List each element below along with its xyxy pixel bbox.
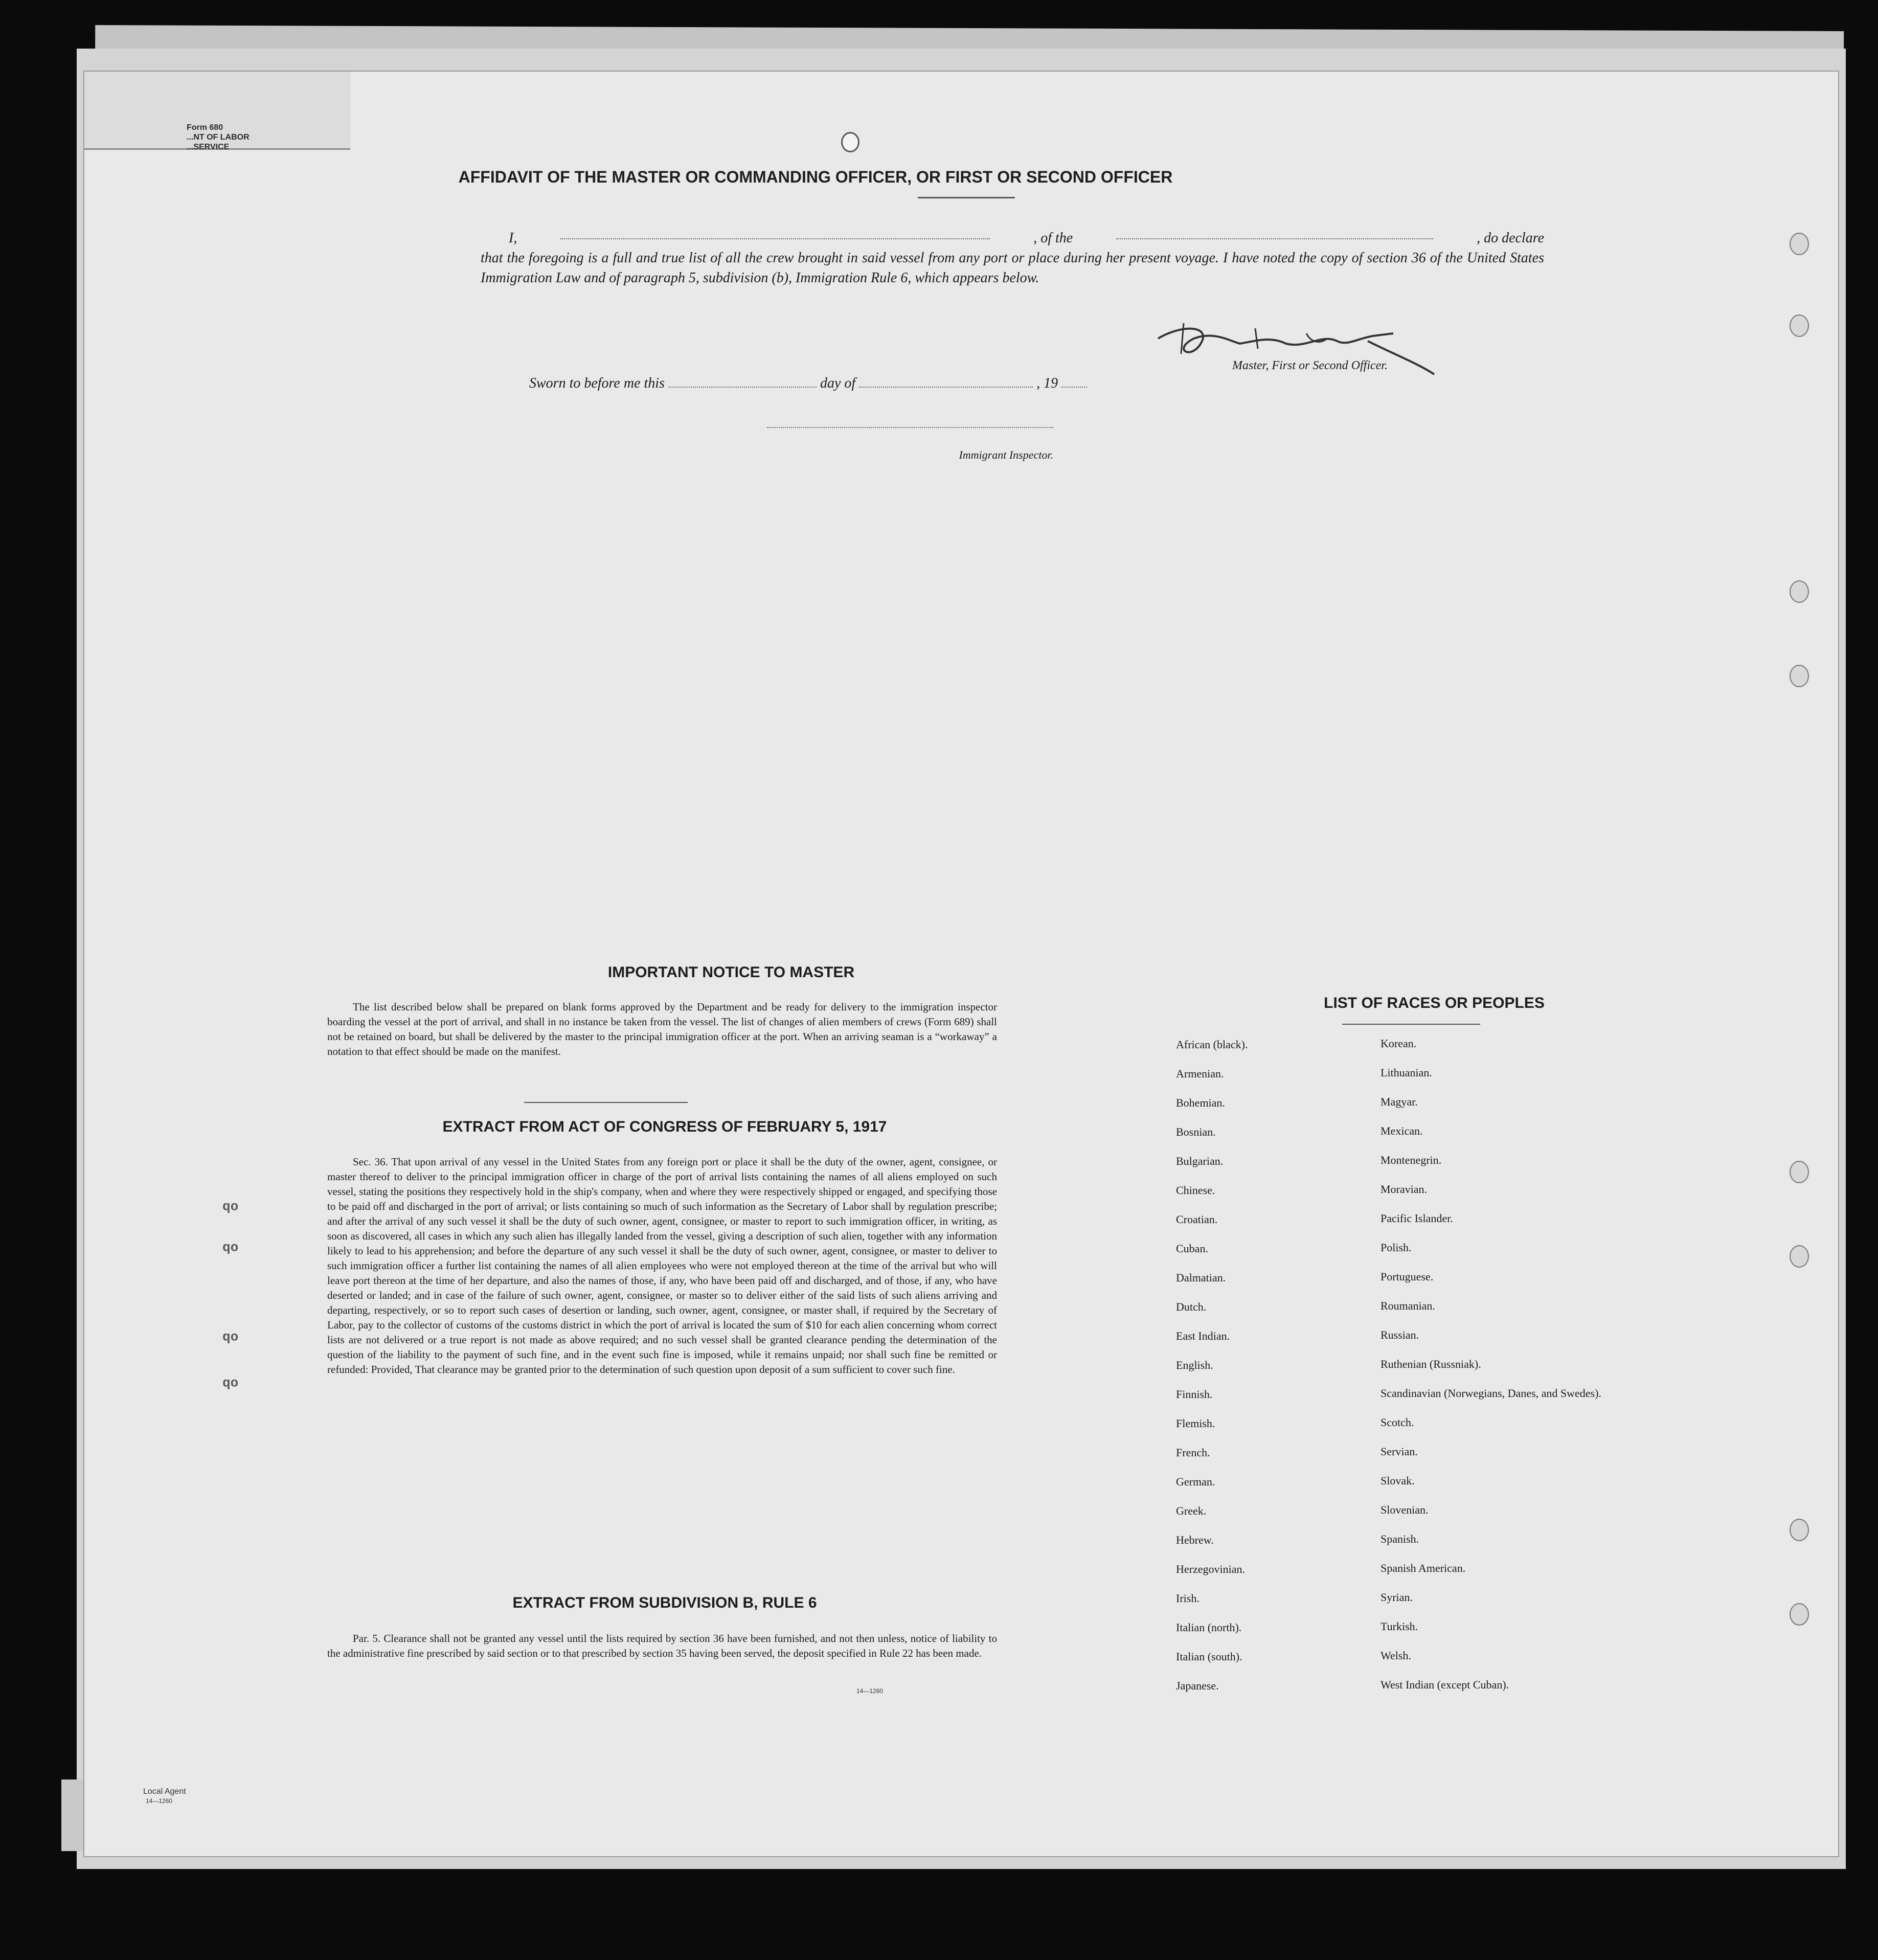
- punch-hole-icon: [1790, 1161, 1809, 1183]
- race-name-col2: Polish.: [1381, 1241, 1412, 1254]
- affidavit-title: AFFIDAVIT OF THE MASTER OR COMMANDING OFFICER, OR FIRST OR SECOND OFFICER: [458, 168, 1173, 186]
- race-name-col2: Roumanian.: [1381, 1299, 1435, 1312]
- race-name-col1: Herzegovinian.: [1176, 1563, 1245, 1575]
- race-row: [1176, 1359, 1692, 1388]
- extract-rule-code: 14—1260: [856, 1687, 884, 1695]
- i-label: I,: [509, 230, 517, 246]
- race-name-col2: Portuguese.: [1381, 1270, 1434, 1283]
- vessel-field-line: [1116, 228, 1433, 239]
- race-name-col2: Turkish.: [1381, 1620, 1418, 1633]
- sworn-line: [529, 375, 1087, 392]
- name-field-line: [560, 228, 990, 239]
- race-name-col1: English.: [1176, 1359, 1213, 1371]
- sworn-year-field: [1061, 376, 1087, 388]
- race-name-col1: French.: [1176, 1446, 1210, 1459]
- race-name-col2: Pacific Islander.: [1381, 1212, 1453, 1225]
- punch-hole-icon: [1790, 1519, 1809, 1541]
- affidavit-first-line: [481, 228, 1544, 248]
- bottom-stub-text: Local Agent: [143, 1787, 186, 1796]
- race-name-col1: German.: [1176, 1475, 1215, 1488]
- punch-hole-icon: [1790, 233, 1809, 255]
- race-name-col1: Greek.: [1176, 1504, 1207, 1517]
- race-row: [1176, 1155, 1692, 1184]
- race-name-col1: African (black).: [1176, 1038, 1248, 1051]
- race-name-col1: Dutch.: [1176, 1300, 1207, 1313]
- race-name-col2: Russian.: [1381, 1328, 1419, 1341]
- sworn-year-label: , 19: [1036, 375, 1058, 391]
- race-name-col1: East Indian.: [1176, 1330, 1230, 1342]
- punch-hole-icon: [1790, 1603, 1809, 1626]
- race-name-col2: Spanish American.: [1381, 1562, 1466, 1574]
- race-row: [1176, 1592, 1692, 1621]
- race-name-col1: Finnish.: [1176, 1388, 1213, 1401]
- race-name-col2: Korean.: [1381, 1037, 1417, 1050]
- punch-hole-icon: [1790, 665, 1809, 687]
- punch-hole-icon: [1790, 1245, 1809, 1268]
- race-name-col1: Flemish.: [1176, 1417, 1215, 1430]
- bleed-through-mark: do: [222, 1330, 239, 1345]
- bleed-through-mark: do: [222, 1376, 239, 1391]
- extract-rule-body: Par. 5. Clearance shall not be granted any vessel until the lists required by section 36 have been furnished, and not then unless, notice of liability to the administrative fine prescribed by said section or to that prescribed by section 35 having been served, the deposit specified in Rule 22 has been made.: [327, 1632, 997, 1659]
- form-number-line: Form 680: [187, 123, 223, 132]
- of-the-label: , of the: [1033, 230, 1073, 246]
- race-name-col2: Scandinavian (Norwegians, Danes, and Swedes).: [1381, 1387, 1601, 1400]
- form-number: [187, 123, 250, 152]
- affidavit-text: that the foregoing is a full and true list of all the crew brought in said vessel from any port or place during her present voyage. I have noted the copy of section 36 of the United States Immigration Law and of paragraph 5, subdivision (b), Immigration Rule 6, which appears below.: [481, 250, 1544, 286]
- race-name-col1: Chinese.: [1176, 1184, 1215, 1197]
- notice-rule: [524, 1102, 688, 1103]
- race-name-col1: Croatian.: [1176, 1213, 1218, 1226]
- race-name-col1: Bohemian.: [1176, 1096, 1225, 1109]
- race-row: [1176, 1650, 1692, 1679]
- race-row: [1176, 1417, 1692, 1446]
- bottom-stub-code: 14—1260: [146, 1797, 173, 1805]
- extract-rule-title: EXTRACT FROM SUBDIVISION B, RULE 6: [512, 1594, 817, 1611]
- race-row: [1176, 1213, 1692, 1242]
- race-name-col2: Magyar.: [1381, 1095, 1418, 1108]
- race-row: [1176, 1242, 1692, 1271]
- notice-title: IMPORTANT NOTICE TO MASTER: [607, 964, 855, 981]
- race-name-col2: Ruthenian (Russniak).: [1381, 1358, 1481, 1370]
- punch-hole-icon: [1790, 314, 1809, 337]
- races-title: LIST OF RACES OR PEOPLES: [1324, 995, 1545, 1011]
- race-name-col2: Moravian.: [1381, 1183, 1428, 1196]
- notice-body: The list described below shall be prepared on blank forms approved by the Department and be ready for delivery to the immigration inspector boarding the vessel at the port of arrival, and shall in no instance be taken from the vessel. The list of changes of alien members of crews (Form 689) shall not be retained on board, but shall be delivered by the master to the principal immigration officer at the port. When an arriving seaman is a “workaway” a notation to that effect should be made on the manifest.: [327, 1001, 997, 1057]
- race-name-col1: Armenian.: [1176, 1067, 1224, 1080]
- inspector-label: Immigrant Inspector.: [959, 448, 1053, 461]
- race-row: [1176, 1184, 1692, 1213]
- race-name-col1: Italian (north).: [1176, 1621, 1242, 1634]
- title-rule: [918, 197, 1015, 198]
- race-row: [1176, 1271, 1692, 1300]
- race-name-col1: Italian (south).: [1176, 1650, 1242, 1663]
- document-page: [84, 72, 1838, 1856]
- race-name-col1: Hebrew.: [1176, 1534, 1214, 1546]
- race-name-col2: Slovenian.: [1381, 1503, 1429, 1516]
- race-row: [1176, 1679, 1692, 1708]
- race-row: [1176, 1038, 1692, 1067]
- sworn-day-field: [668, 376, 817, 388]
- race-name-col1: Bulgarian.: [1176, 1155, 1224, 1167]
- race-row: [1176, 1621, 1692, 1650]
- race-row: [1176, 1388, 1692, 1417]
- bleed-through-mark: do: [222, 1199, 239, 1214]
- race-name-col2: Mexican.: [1381, 1124, 1423, 1137]
- race-name-col2: Lithuanian.: [1381, 1066, 1432, 1079]
- sworn-day-label: day of: [820, 375, 856, 391]
- form-dept-line: ...NT OF LABOR: [187, 133, 250, 142]
- race-name-col2: Spanish.: [1381, 1533, 1419, 1545]
- race-name-col2: Servian.: [1381, 1445, 1418, 1458]
- punch-hole-icon: [1790, 580, 1809, 603]
- extract-act-title: EXTRACT FROM ACT OF CONGRESS OF FEBRUARY 5, 1917: [442, 1118, 887, 1135]
- affidavit-body-block: [481, 228, 1544, 288]
- declare-label: , do declare: [1477, 230, 1544, 246]
- race-row: [1176, 1563, 1692, 1592]
- race-name-col2: Welsh.: [1381, 1649, 1411, 1662]
- bleed-through-mark: do: [222, 1240, 239, 1255]
- binder-hole-icon: [841, 132, 859, 152]
- sworn-prefix: Sworn to before me this: [529, 375, 665, 391]
- race-name-col2: Syrian.: [1381, 1591, 1413, 1604]
- race-row: [1176, 1300, 1692, 1330]
- inspector-signature-line: [767, 427, 1053, 428]
- race-name-col2: Slovak.: [1381, 1474, 1415, 1487]
- race-row: [1176, 1125, 1692, 1155]
- race-name-col2: Scotch.: [1381, 1416, 1414, 1429]
- race-name-col1: Japanese.: [1176, 1679, 1219, 1692]
- race-row: [1176, 1096, 1692, 1125]
- form-service-line: ...SERVICE: [187, 143, 230, 151]
- race-row: [1176, 1504, 1692, 1534]
- race-row: [1176, 1446, 1692, 1475]
- race-name-col2: West Indian (except Cuban).: [1381, 1678, 1509, 1691]
- race-name-col1: Dalmatian.: [1176, 1271, 1226, 1284]
- race-name-col2: Montenegrin.: [1381, 1154, 1442, 1166]
- race-name-col1: Bosnian.: [1176, 1125, 1216, 1138]
- race-row: [1176, 1475, 1692, 1504]
- signature-label: Master, First or Second Officer.: [1232, 359, 1388, 372]
- races-rule: [1342, 1024, 1480, 1025]
- race-row: [1176, 1067, 1692, 1096]
- race-name-col1: Irish.: [1176, 1592, 1200, 1605]
- extract-act-body: Sec. 36. That upon arrival of any vessel in the United States from any foreign port or place it shall be the duty of the owner, agent, consignee, or master thereof to deliver to the principal immigration officer in charge of the port of arrival lists containing the names of all aliens employed on such vessel, stating the positions they respectively hold in the ship's company, when and where they were respectively shipped or engaged, and specifying those to be paid off and discharged in the port of arrival; or lists containing so much of such information as the Secretary of Labor shall by regulation prescribe; and after the arrival of any such vessel it shall be the duty of such owner, agent, consignee, or master to report to such immigration officer, in writing, as soon as discovered, all cases in which any such alien has illegally landed from the vessel, giving a description of such alien, together with any information likely to lead to his apprehension; and before the departure of any such vessel it shall be the duty of such owner, agent, consignee, or master to deliver to such immigration officer a further list containing the names of all alien employees who were not employed thereon at the time of the arrival but who will leave port thereon at the time of her departure, and also the names of those, if any, who have been paid off and discharged, and of those, if any, who have deserted or landed; and in case of the failure of such owner, agent, consignee, or master so to deliver either of the said lists of such aliens arriving and departing, respectively, or so to report such cases of desertion or landing, such owner, agent, consignee, or master shall, if required by the Secretary of Labor, pay to the collector of customs of the customs district in which the port of arrival is located the sum of $10 for each alien concerning whom correct lists are not delivered or a true report is not made as above required; and no such vessel shall be granted clearance pending the determination of the question of the liability to the payment of such fine, and in the event such fine is imposed, while it remains unpaid; nor shall such fine be remitted or refunded: Provided, That clearance may be granted prior to the determination of such question upon deposit of a sum sufficient to cover such fine.: [327, 1156, 997, 1376]
- race-name-col1: Cuban.: [1176, 1242, 1208, 1255]
- race-row: [1176, 1330, 1692, 1359]
- inspector-block: [767, 427, 1053, 462]
- race-row: [1176, 1534, 1692, 1563]
- races-list: [1176, 1038, 1692, 1708]
- sworn-month-field: [859, 376, 1033, 388]
